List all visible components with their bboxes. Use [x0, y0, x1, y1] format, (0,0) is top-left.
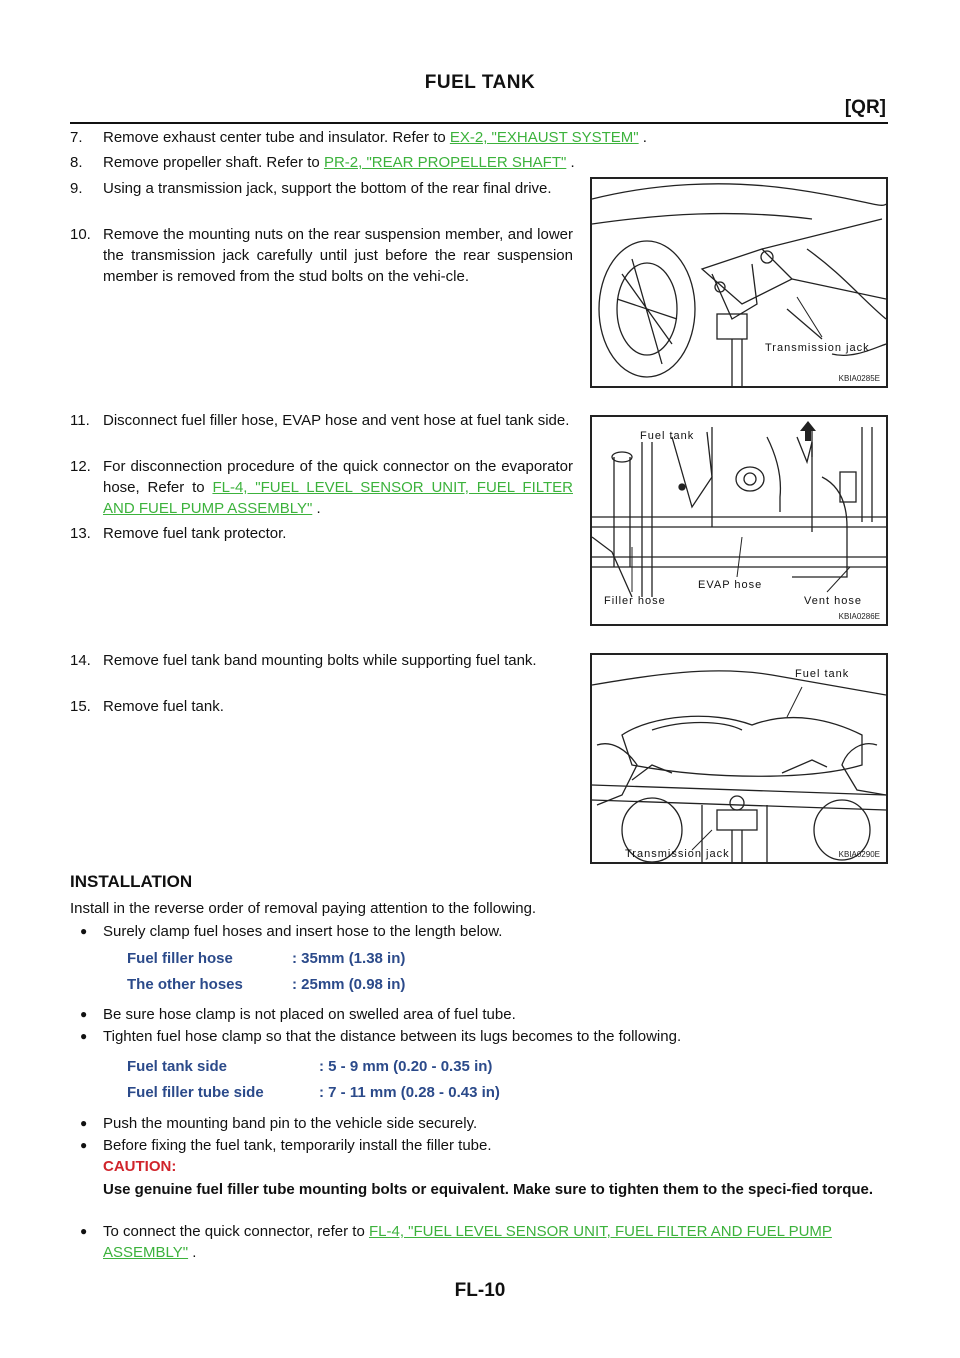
spec-fuel-filler-tube-side: Fuel filler tube side : 7 - 11 mm (0.28 - 0.43 in): [127, 1084, 500, 1101]
figure-fuel-tank-hoses: [590, 415, 888, 626]
link-rear-propeller-shaft[interactable]: PR-2, "REAR PROPELLER SHAFT": [323, 154, 567, 171]
spec-fuel-tank-side: Fuel tank side : 5 - 9 mm (0.20 - 0.35 in): [127, 1058, 493, 1075]
step-7: 7. Remove exhaust center tube and insulator. Refer to EX-2, "EXHAUST SYSTEM" .: [70, 129, 647, 146]
step-13: 13. Remove fuel tank protector.: [70, 525, 287, 542]
step-9: 9. Using a transmission jack, support the bottom of the rear final drive.: [70, 180, 552, 197]
bullet-dot: ●: [80, 1116, 88, 1130]
bullet-dot: ●: [80, 924, 88, 938]
page-number: FL-10: [454, 1280, 506, 1301]
figure-transmission-jack-support: [590, 177, 888, 388]
bullet-filler-tube: ● Before fixing the fuel tank, temporarily install the filler tube.: [80, 1137, 492, 1154]
figure-code: KBIA0285E: [838, 374, 880, 383]
link-fuel-level-sensor-unit[interactable]: FL-4, "FUEL LEVEL SENSOR UNIT, FUEL FILTER AND FUEL PUMP ASSEMBLY": [103, 479, 573, 517]
step-11: 11. Disconnect fuel filler hose, EVAP hose and vent hose at fuel tank side.: [70, 412, 570, 429]
step-15: 15. Remove fuel tank.: [70, 698, 224, 715]
bullet-dot: ●: [80, 1138, 88, 1152]
bullet-hose-clamp-position: ● Be sure hose clamp is not placed on swelled area of fuel tube.: [80, 1006, 516, 1023]
figure-fuel-tank-removal: [590, 653, 888, 864]
caution-text: Use genuine fuel filler tube mounting bolts or equivalent. Make sure to tighten them to the speci-fied torque.: [103, 1181, 874, 1198]
step-10: 10. Remove the mounting nuts on the rear suspension member, and lower the transmission jack carefully until just before the rear suspension member is removed from the stud bolts on the vehi-cle.: [70, 226, 573, 285]
figure-pointer: [797, 297, 822, 337]
label-evap-hose: EVAP hose: [698, 579, 763, 591]
step-12: 12. For disconnection procedure of the quick connector on the evaporator hose, Refer to FL-4, "FUEL LEVEL SENSOR UNIT, FUEL FILTER AND FUEL PUMP ASSEMBLY" .: [70, 458, 573, 517]
bullet-clamp-hoses: ● Surely clamp fuel hoses and insert hose to the length below.: [80, 923, 503, 940]
page-title: FUEL TANK: [424, 72, 536, 93]
installation-intro: Install in the reverse order of removal paying attention to the following.: [70, 900, 537, 917]
bullet-dot: ●: [80, 1224, 88, 1238]
bullet-tighten-clamp: ● Tighten fuel hose clamp so that the distance between its lugs becomes to the following.: [80, 1028, 682, 1045]
label-fuel-tank: Fuel tank: [640, 430, 695, 442]
bullet-dot: ●: [80, 1029, 88, 1043]
label-vent-hose: Vent hose: [804, 595, 862, 607]
label-filler-hose: Filler hose: [604, 595, 666, 607]
bullet-dot: ●: [80, 1007, 88, 1021]
link-exhaust-system[interactable]: EX-2, "EXHAUST SYSTEM": [449, 129, 639, 146]
installation-heading: INSTALLATION: [70, 872, 193, 891]
spec-other-hoses: The other hoses : 25mm (0.98 in): [127, 976, 406, 993]
label-transmission-jack: Transmission jack: [625, 848, 730, 860]
bullet-quick-connector: ● To connect the quick connector, refer to FL-4, "FUEL LEVEL SENSOR UNIT, FUEL FILTER AND FUEL PUMP ASSEMBLY" .: [80, 1223, 832, 1261]
hose-illustration: [592, 417, 886, 624]
figure-code: KBIA0290E: [838, 850, 880, 859]
caution-label: CAUTION:: [103, 1158, 177, 1175]
jack-support-illustration: [592, 179, 886, 386]
step-8: 8. Remove propeller shaft. Refer to PR-2, "REAR PROPELLER SHAFT" .: [70, 154, 575, 171]
tank-removal-illustration: [592, 655, 886, 862]
header-rule: [70, 122, 888, 124]
spec-fuel-filler-hose: Fuel filler hose : 35mm (1.38 in): [127, 950, 406, 967]
label-fuel-tank: Fuel tank: [795, 668, 850, 680]
label-transmission-jack: Transmission jack: [765, 342, 870, 354]
step-14: 14. Remove fuel tank band mounting bolts while supporting fuel tank.: [70, 652, 537, 669]
section-tag: [QR]: [844, 97, 886, 118]
bullet-mounting-band-pin: ● Push the mounting band pin to the vehicle side securely.: [80, 1115, 478, 1132]
figure-code: KBIA0286E: [838, 612, 880, 621]
link-fuel-level-sensor-unit-install[interactable]: FL-4, "FUEL LEVEL SENSOR UNIT, FUEL FILTER AND FUEL PUMP ASSEMBLY": [103, 1223, 832, 1261]
